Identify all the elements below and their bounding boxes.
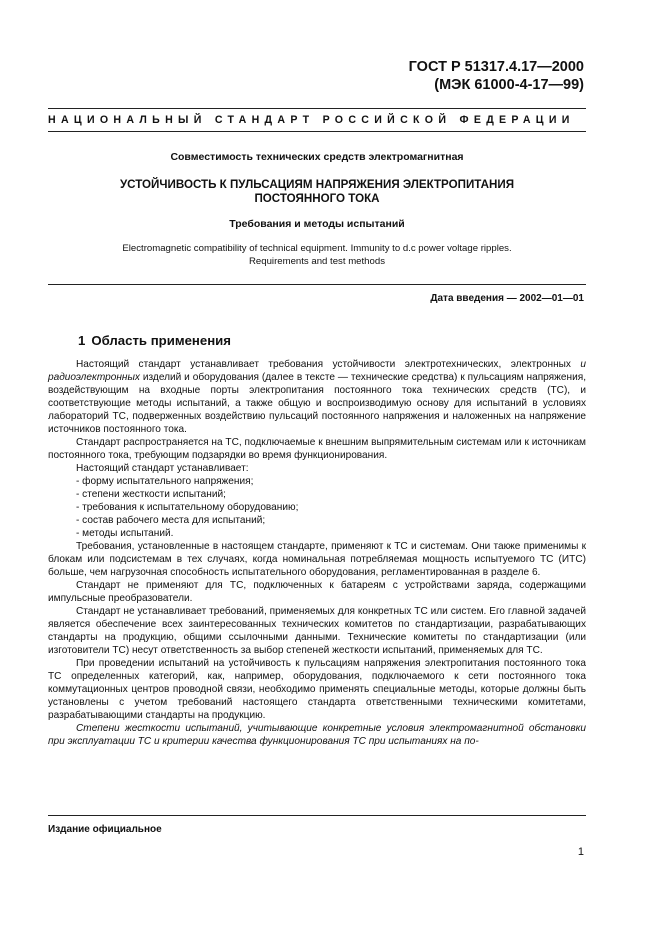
paragraph-5: Стандарт не применяют для ТС, подключенных к батареям с устройствами заряда, содержащими импульсные преобразователи. — [48, 580, 586, 604]
list-item: - методы испытаний. — [48, 527, 586, 540]
subtitle: Требования и методы испытаний — [229, 218, 405, 230]
main-title-line-2: ПОСТОЯННОГО ТОКА — [254, 192, 380, 205]
paragraph-1-part-c: изделий и оборудования (далее в тексте — технические средства) к пульсациям напряжения, воздействующим на входные порты электропитания постоянного тока технических средств (ТС), и соответствующие методы испытаний, а также общую и воспроизводимую основу для испытаний в условиях лабораторий ТС, подверженных воздействию пульсаций постоянного напряжения и наложенных на напряжение источников постоянного тока. — [48, 372, 586, 435]
section-title-text: Область применения — [91, 333, 231, 348]
national-standard-title: НАЦИОНАЛЬНЫЙ СТАНДАРТ РОССИЙСКОЙ ФЕДЕРАЦИИ — [48, 114, 575, 126]
section-number: 1 — [78, 333, 86, 348]
english-title-line-1: Electromagnetic compatibility of technical equipment. Immunity to d.c power voltage ripples. — [122, 243, 512, 254]
list-item: - степени жесткости испытаний; — [48, 488, 586, 501]
paragraph-3: Настоящий стандарт устанавливает: — [76, 463, 249, 474]
paragraph-1-italic: и радиоэлектронных — [48, 359, 586, 383]
paragraph-4: Требования, установленные в настоящем стандарте, применяют к ТС и системам. Они также применимы к блокам или подсистемам в тех случаях, когда номинальная потребляемая мощность испытуемого ТС (ИТС) больше, чем нагрузочная способность испытательного оборудования, регламентированная в разделе 6. — [48, 541, 586, 578]
header-rule-top — [48, 108, 586, 109]
paragraph-8: Степени жесткости испытаний, учитывающие конкретные условия электромагнитной обстановки при эксплуатации ТС и критерии качества функционирования ТС при испытаниях на по- — [48, 723, 586, 747]
official-edition-label: Издание официальное — [48, 824, 162, 835]
iec-code: (МЭК 61000-4-17—99) — [434, 77, 584, 93]
list-item: - состав рабочего места для испытаний; — [48, 514, 586, 527]
document-code-block — [409, 58, 584, 94]
intro-rule — [48, 284, 586, 285]
subject-title: Совместимость технических средств электромагнитная — [170, 151, 464, 163]
requirements-list — [48, 475, 586, 540]
paragraph-6: Стандарт не устанавливает требований, применяемых для конкретных ТС или систем. Его главной задачей является обеспечение всех заинтересованных технических комитетов по стандартизации, разрабатывающих стандарты на продукцию, общими ссылочными данными. Технические комитеты по стандартизации (или изготовители ТС) несут ответственность за выбор степеней жесткости испытаний, применяемых для ТС. — [48, 606, 586, 656]
english-title-line-2: Requirements and test methods — [249, 256, 385, 267]
paragraph-1 — [48, 358, 586, 436]
paragraph-7: При проведении испытаний на устойчивость к пульсациям напряжения электропитания постоянного тока ТС определенных категорий, как, например, оборудования, подключаемого к сети постоянного тока коммутационных центров проводной связи, необходимо применять специальные методы, которые должны быть установлены с учетом требований настоящего стандарта ответственными техническими комитетами, разрабатывающими стандарты на продукцию. — [48, 658, 586, 721]
main-title — [48, 178, 586, 206]
footer-rule — [48, 815, 586, 816]
section-heading — [78, 333, 237, 348]
page-number: 1 — [577, 846, 584, 858]
english-title — [48, 242, 586, 268]
main-title-line-1: УСТОЙЧИВОСТЬ К ПУЛЬСАЦИЯМ НАПРЯЖЕНИЯ ЭЛЕКТРОПИТАНИЯ — [119, 178, 515, 191]
header-rule-bottom — [48, 131, 586, 132]
list-item: - требования к испытательному оборудованию; — [48, 501, 586, 514]
paragraph-2: Стандарт распространяется на ТС, подключаемые к внешним выпрямительным системам или к источникам постоянного тока, требующим подзарядки во время функционирования. — [48, 437, 586, 461]
paragraph-1-part-a: Настоящий стандарт устанавливает требования устойчивости электротехнических, электронных — [76, 359, 581, 370]
section-body — [48, 358, 586, 748]
document-code: ГОСТ Р 51317.4.17—2000 — [408, 59, 584, 75]
list-item: - форму испытательного напряжения; — [48, 475, 586, 488]
introduction-date: Дата введения — 2002—01—01 — [430, 293, 584, 304]
